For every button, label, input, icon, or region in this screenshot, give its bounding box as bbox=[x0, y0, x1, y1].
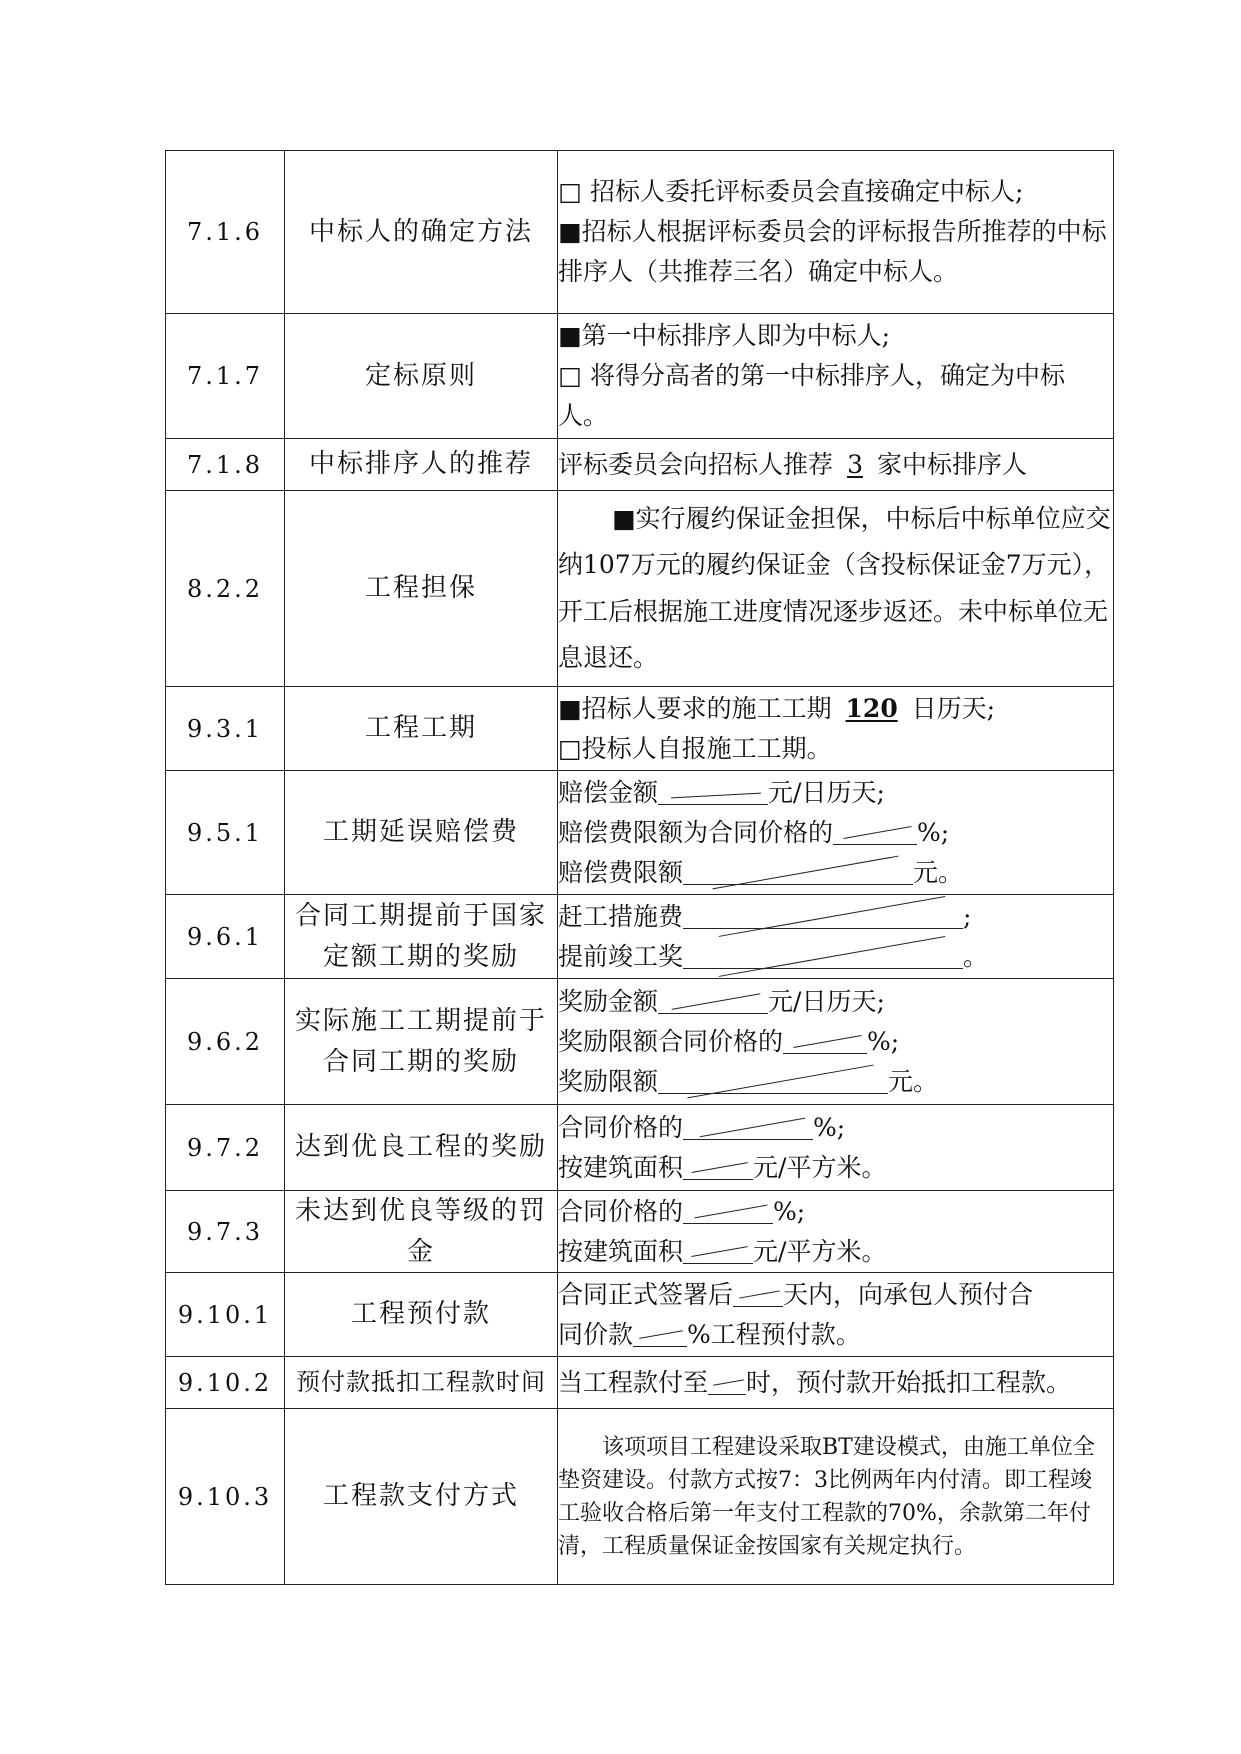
clause-name: 工程担保 bbox=[285, 491, 558, 687]
clause-number: 9.6.1 bbox=[166, 895, 285, 979]
clause-content: ■实行履约保证金担保，中标后中标单位应交纳107万元的履约保证金（含投标保证金7万元），开工后根据施工进度情况逐步返还。未中标单位无息退还。 bbox=[558, 491, 1114, 687]
checkbox-unchecked-icon: □ bbox=[558, 361, 582, 390]
table-row bbox=[166, 314, 1114, 439]
clause-name: 工程预付款 bbox=[285, 1273, 558, 1357]
clause-name: 工期延误赔偿费 bbox=[285, 771, 558, 895]
clause-name: 合同工期提前于国家定额工期的奖励 bbox=[285, 895, 558, 979]
clause-number: 9.10.1 bbox=[166, 1273, 285, 1357]
struck-blank bbox=[783, 1025, 867, 1054]
clause-number: 9.10.2 bbox=[166, 1357, 285, 1409]
checkbox-unchecked-icon: □ bbox=[558, 177, 582, 206]
clause-content: 当工程款付至 时，预付款开始抵扣工程款。 bbox=[558, 1357, 1114, 1409]
clause-number: 9.5.1 bbox=[166, 771, 285, 895]
clause-content: 赶工措施费 ; 提前竣工奖 。 bbox=[558, 895, 1114, 979]
clause-number: 7.1.8 bbox=[166, 439, 285, 491]
clause-content: ■第一中标排序人即为中标人; □ 将得分高者的第一中标排序人，确定为中标人。 bbox=[558, 314, 1114, 439]
clause-name: 未达到优良等级的罚金 bbox=[285, 1191, 558, 1273]
struck-blank bbox=[633, 1318, 687, 1347]
struck-blank bbox=[708, 1366, 746, 1395]
clause-name: 定标原则 bbox=[285, 314, 558, 439]
table-row bbox=[166, 491, 1114, 687]
table-row bbox=[166, 439, 1114, 491]
clause-content: 评标委员会向招标人推荐 3 家中标排序人 bbox=[558, 439, 1114, 491]
table-row bbox=[166, 151, 1114, 314]
table-row bbox=[166, 771, 1114, 895]
clause-name: 达到优良工程的奖励 bbox=[285, 1105, 558, 1191]
struck-blank bbox=[658, 985, 768, 1014]
struck-blank bbox=[733, 1278, 783, 1307]
clause-content: □ 招标人委托评标委员会直接确定中标人; ■招标人根据评标委员会的评标报告所推荐的中标排序人（共推荐三名）确定中标人。 bbox=[558, 151, 1114, 314]
struck-blank bbox=[683, 1195, 773, 1224]
table-row bbox=[166, 687, 1114, 771]
clause-name: 工程工期 bbox=[285, 687, 558, 771]
table-row bbox=[166, 1273, 1114, 1357]
table-row bbox=[166, 1357, 1114, 1409]
clause-number: 9.7.2 bbox=[166, 1105, 285, 1191]
clause-number: 7.1.6 bbox=[166, 151, 285, 314]
clause-number: 9.3.1 bbox=[166, 687, 285, 771]
struck-blank bbox=[833, 816, 917, 845]
clause-content: 合同正式签署后 天内，向承包人预付合 同价款 %工程预付款。 bbox=[558, 1273, 1114, 1357]
clause-table bbox=[165, 150, 1114, 1585]
struck-blank bbox=[683, 1111, 813, 1140]
table-row bbox=[166, 1409, 1114, 1585]
struck-blank bbox=[683, 856, 913, 885]
clause-content: 该项项目工程建设采取BT建设模式，由施工单位全垫资建设。付款方式按7：3比例两年内付清。即工程竣工验收合格后第一年支付工程款的70%，余款第二年付清，工程质量保证金按国家有关规定执行。 bbox=[558, 1409, 1114, 1585]
clause-name: 工程款支付方式 bbox=[285, 1409, 558, 1585]
clause-name: 实际施工工期提前于合同工期的奖励 bbox=[285, 979, 558, 1105]
struck-blank bbox=[683, 1151, 753, 1180]
table-row bbox=[166, 1105, 1114, 1191]
clause-number: 9.6.2 bbox=[166, 979, 285, 1105]
clause-number: 9.10.3 bbox=[166, 1409, 285, 1585]
clause-content: 奖励金额 元/日历天; 奖励限额合同价格的 %; 奖励限额 元。 bbox=[558, 979, 1114, 1105]
struck-blank bbox=[658, 776, 768, 805]
struck-blank bbox=[683, 900, 963, 929]
clause-number: 8.2.2 bbox=[166, 491, 285, 687]
clause-content: 赔偿金额 元/日历天; 赔偿费限额为合同价格的 %; 赔偿费限额 元。 bbox=[558, 771, 1114, 895]
clause-content: ■招标人要求的施工工期 120 日历天; □投标人自报施工工期。 bbox=[558, 687, 1114, 771]
clause-number: 7.1.7 bbox=[166, 314, 285, 439]
table-row bbox=[166, 895, 1114, 979]
struck-blank bbox=[683, 1235, 753, 1264]
table-row bbox=[166, 979, 1114, 1105]
clause-name: 预付款抵扣工程款时间 bbox=[285, 1357, 558, 1409]
clause-name: 中标人的确定方法 bbox=[285, 151, 558, 314]
clause-content: 合同价格的 %; 按建筑面积 元/平方米。 bbox=[558, 1191, 1114, 1273]
construction-period-days: 120 bbox=[845, 693, 898, 723]
clause-number: 9.7.3 bbox=[166, 1191, 285, 1273]
clause-content: 合同价格的 %; 按建筑面积 元/平方米。 bbox=[558, 1105, 1114, 1191]
struck-blank bbox=[683, 940, 963, 969]
table-row bbox=[166, 1191, 1114, 1273]
struck-blank bbox=[658, 1065, 888, 1094]
recommend-count: 3 bbox=[847, 449, 863, 479]
clause-name: 中标排序人的推荐 bbox=[285, 439, 558, 491]
